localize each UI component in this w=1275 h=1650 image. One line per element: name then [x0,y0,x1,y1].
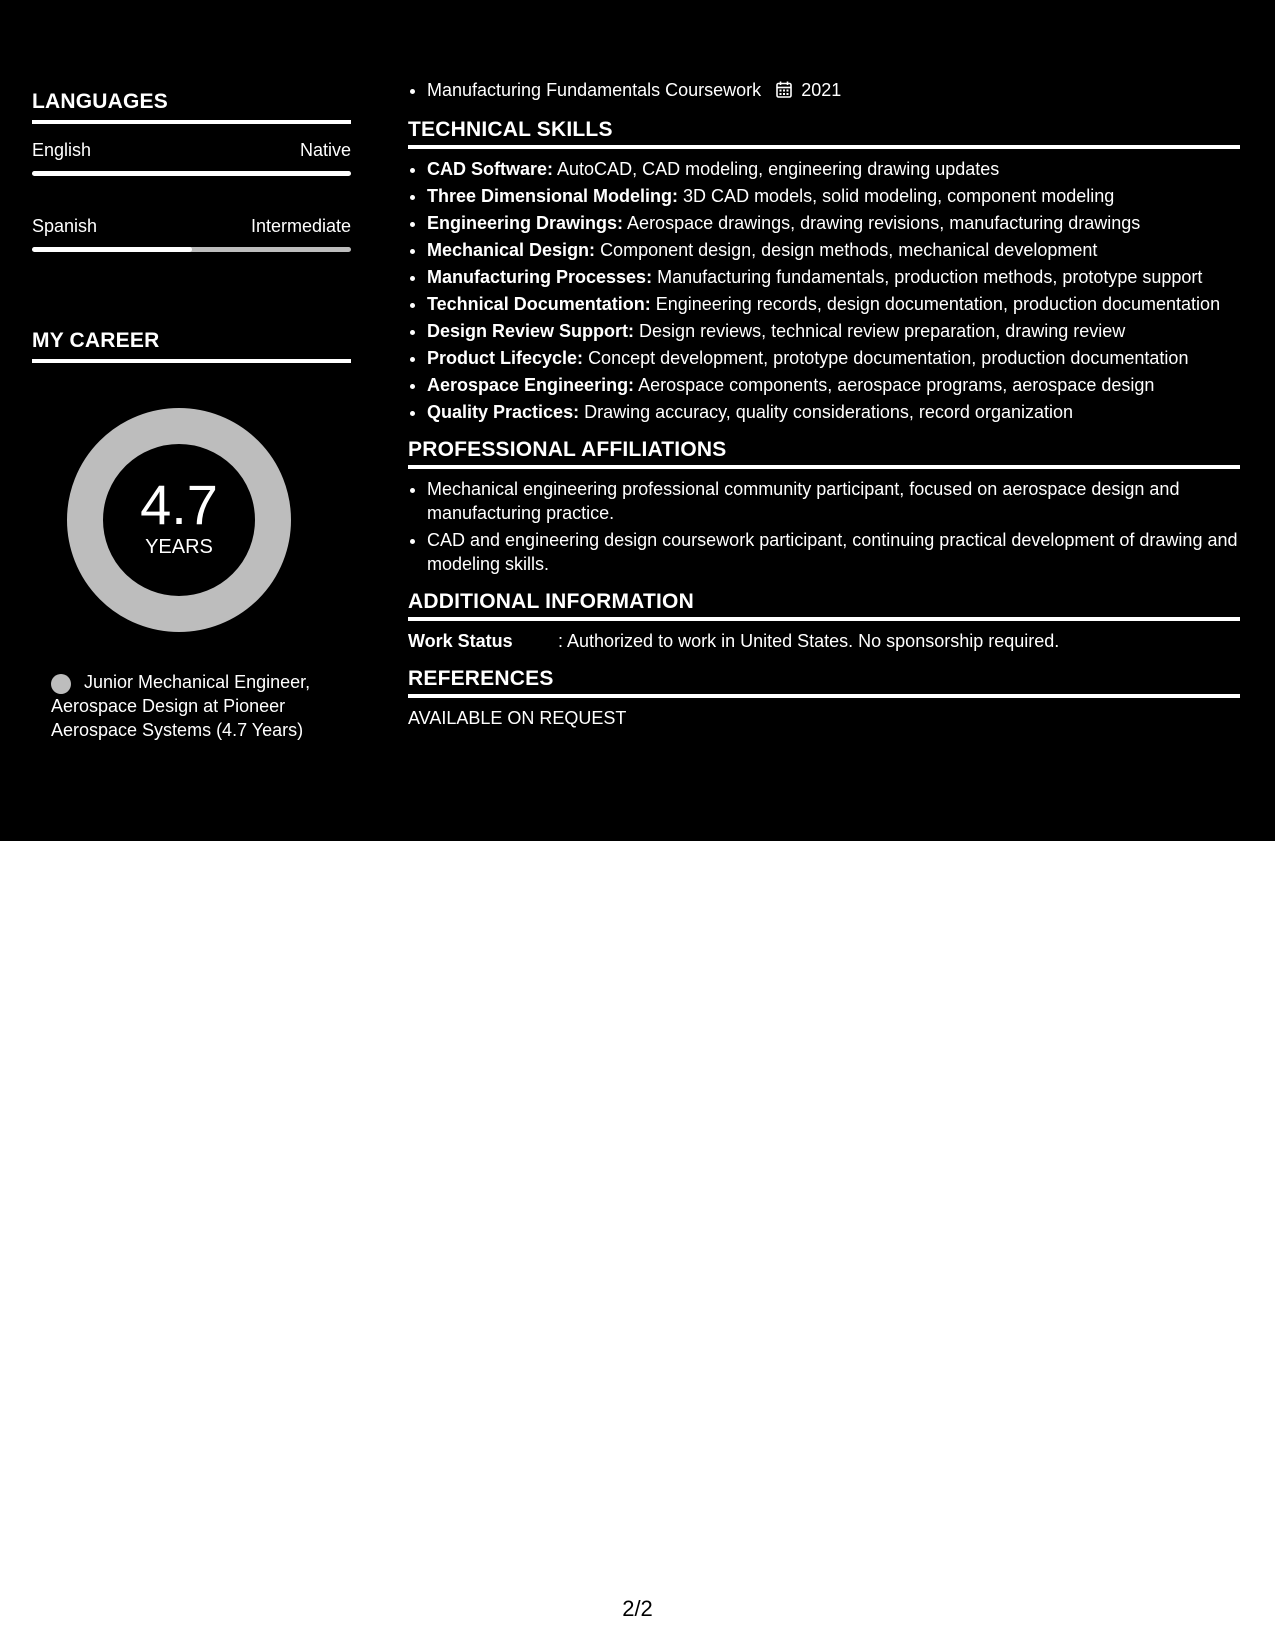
references-text: AVAILABLE ON REQUEST [408,708,627,728]
calendar-icon [776,80,792,104]
course-year: 2021 [801,80,842,100]
languages-section [32,90,351,252]
career-section [32,329,351,742]
work-status-value: : Authorized to work in United States. No sponsorship required. [558,631,1060,651]
career-total-unit: YEARS [145,535,213,558]
skill-item [427,346,1240,370]
skill-label: CAD Software: [427,159,554,179]
skill-text: AutoCAD, CAD modeling, engineering drawing updates [557,159,1000,179]
language-proficiency-fill [32,247,192,252]
skill-text: Aerospace drawings, drawing revisions, manufacturing drawings [627,213,1141,233]
language-item-english [32,140,351,176]
career-legend-text: Junior Mechanical Engineer, Aerospace Design at Pioneer Aerospace Systems (4.7 Years) [51,672,311,740]
skill-item [427,238,1240,262]
skill-item [427,373,1240,397]
sidebar [32,90,351,742]
references-heading: REFERENCES [408,667,1240,698]
skill-text: Component design, design methods, mechanical development [600,240,1098,260]
language-item-spanish [32,216,351,252]
career-legend-dot [51,674,71,694]
skill-item [427,265,1240,289]
skill-label: Design Review Support: [427,321,635,341]
references-section [408,667,1240,729]
skill-item [427,157,1240,181]
language-proficiency-bar [32,171,351,176]
skill-label: Three Dimensional Modeling: [427,186,679,206]
skill-text: Manufacturing fundamentals, production methods, prototype support [657,267,1203,287]
skill-label: Aerospace Engineering: [427,375,635,395]
skill-item [427,400,1240,424]
skill-label: Mechanical Design: [427,240,596,260]
skill-label: Manufacturing Processes: [427,267,653,287]
affiliations-section [408,438,1240,576]
language-name: Spanish [32,216,98,236]
career-heading: MY CAREER [32,329,351,363]
skill-label: Product Lifecycle: [427,348,584,368]
skill-label: Quality Practices: [427,402,580,422]
technical-skills-list [408,157,1240,424]
skill-text: 3D CAD models, solid modeling, component modeling [683,186,1115,206]
technical-skills-section [408,118,1240,424]
skill-item [427,292,1240,316]
career-legend-item [51,670,341,742]
skill-label: Engineering Drawings: [427,213,624,233]
affiliation-item: • CAD and engineering design coursework participant, continuing practical development of drawing and modeling skills. [427,528,1240,576]
skill-text: Aerospace components, aerospace programs, aerospace design [638,375,1155,395]
language-proficiency-bar [32,247,351,252]
skill-text: Engineering records, design documentation, production documentation [655,294,1221,314]
work-status-label: Work Status [408,631,513,651]
skill-item [427,319,1240,343]
skill-item [427,211,1240,235]
skill-text: Concept development, prototype documentation, production documentation [588,348,1189,368]
language-level: Intermediate [250,216,351,236]
affiliation-item: • Mechanical engineering professional community participant, focused on aerospace design and manufacturing practice. [427,477,1240,525]
technical-skills-heading: TECHNICAL SKILLS [408,118,1240,149]
language-name: English [32,140,92,160]
page-number: 2/2 [622,1596,653,1621]
skill-text: Design reviews, technical review preparation, drawing review [639,321,1126,341]
additional-info-heading: ADDITIONAL INFORMATION [408,590,1240,621]
career-donut-chart [67,408,291,632]
course-title: Manufacturing Fundamentals Coursework [427,80,762,100]
language-level: Native [299,140,351,160]
skill-item [427,184,1240,208]
affiliations-heading: PROFESSIONAL AFFILIATIONS [408,438,1240,469]
education-tail-list [408,78,1240,104]
language-proficiency-fill [32,171,351,176]
career-total-years: 4.7 [140,472,218,536]
course-item [427,78,1240,104]
skill-label: Technical Documentation: [427,294,651,314]
affiliations-list [408,477,1240,576]
work-status-row [408,629,1240,653]
main-column [408,78,1240,729]
languages-heading: LANGUAGES [32,90,351,124]
additional-info-section [408,590,1240,653]
skill-text: Drawing accuracy, quality considerations, record organization [584,402,1074,422]
